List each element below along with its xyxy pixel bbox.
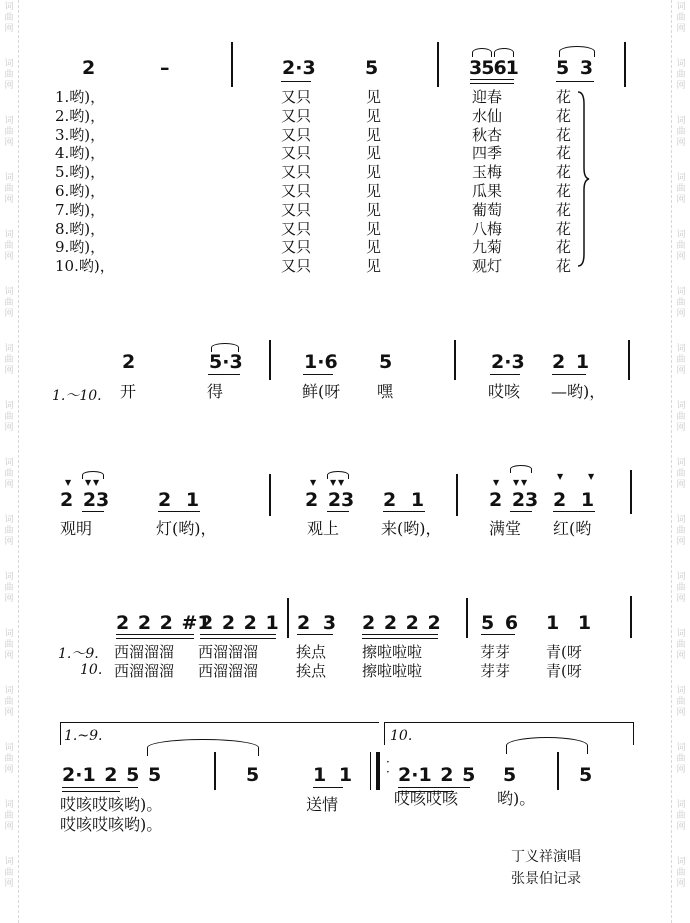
accent-mark: ▼ <box>513 478 520 487</box>
note: 2 23 <box>305 489 355 511</box>
watermark-text: 词 曲 网 <box>4 857 14 889</box>
accent-mark: ▼ <box>557 472 564 481</box>
flower-column <box>472 88 502 276</box>
note-dash: – <box>160 57 170 79</box>
underline <box>510 511 532 512</box>
watermark-text: 词 曲 网 <box>4 230 14 262</box>
verse-label: 1.～9. <box>58 646 99 662</box>
singer-credit: 丁义祥演唱 <box>511 849 581 865</box>
watermark-text: 词 曲 网 <box>676 458 686 490</box>
lyric: 花 <box>556 106 572 125</box>
accent-mark: ▼ <box>65 478 72 487</box>
lyric: 又只 <box>281 257 312 276</box>
watermark-text: 词 曲 网 <box>676 629 686 661</box>
barline <box>287 598 289 638</box>
underline <box>208 374 240 375</box>
lyric: 送情 <box>306 795 339 814</box>
lyric: 见 <box>366 219 382 238</box>
lyric: 见 <box>366 106 382 125</box>
lyric: 擦啦啦啦 <box>362 643 423 661</box>
watermark-text: 词 曲 网 <box>4 743 14 775</box>
accent-mark: ▼ <box>310 478 317 487</box>
underline <box>490 374 520 375</box>
lyric: 哎咳 <box>488 382 521 401</box>
lyric: 九菊 <box>472 238 503 257</box>
note-group: 3561 <box>469 57 518 79</box>
jian-column <box>366 88 381 276</box>
watermark-text: 词 曲 网 <box>4 344 14 376</box>
note: 5 <box>379 351 393 373</box>
watermark-text: 词 曲 网 <box>676 287 686 319</box>
underline <box>297 634 333 635</box>
ending-label: 1.~9. <box>64 728 103 744</box>
tie <box>147 739 259 756</box>
note: 2 2 2 2 <box>362 612 441 634</box>
lyric: 花 <box>556 163 572 182</box>
lyric: 青(呀 <box>546 643 582 661</box>
accent-mark: ▼ <box>588 472 595 481</box>
hua-column <box>556 88 571 276</box>
lyric: 又只 <box>281 238 312 257</box>
note: 2·3 <box>491 351 525 373</box>
lyric: 秋杏 <box>472 125 503 144</box>
lyric: 西溜溜溜 <box>198 662 259 680</box>
lyric: 来(哟)， <box>381 519 442 538</box>
lyric: 花 <box>556 257 572 276</box>
watermark-text: 词 曲 网 <box>4 515 14 547</box>
verse-numbers <box>55 88 115 276</box>
watermark-text: 词 曲 网 <box>4 629 14 661</box>
verse-item: 2.哟)， <box>55 106 106 125</box>
underline <box>470 79 514 80</box>
watermark-text: 词 曲 网 <box>676 344 686 376</box>
underline <box>62 791 120 792</box>
watermark-text: 词 曲 网 <box>676 2 686 34</box>
note: 2 23 <box>489 489 539 511</box>
lyric: 花 <box>556 125 572 144</box>
note: 2 1 <box>552 351 590 373</box>
slur <box>559 46 595 57</box>
slur <box>510 465 532 473</box>
lyric: 四季 <box>472 144 503 163</box>
lyric: 水仙 <box>472 106 503 125</box>
watermark-text: 词 曲 网 <box>4 401 14 433</box>
lyric: 又只 <box>281 181 312 200</box>
note: 5 <box>246 764 260 786</box>
watermark-text: 词 曲 网 <box>676 173 686 205</box>
verse-item: 9.哟)， <box>55 238 106 257</box>
note: 5 <box>579 764 593 786</box>
lyric: 花 <box>556 88 572 106</box>
note: 5 <box>365 57 379 79</box>
brace-icon <box>576 90 590 268</box>
watermark-text: 词 曲 网 <box>676 572 686 604</box>
underline <box>62 787 138 788</box>
lyric: 擦啦啦啦 <box>362 662 423 680</box>
lyric: 观灯 <box>472 257 503 276</box>
lyric: 青(呀 <box>546 662 582 680</box>
youzhi-column <box>281 88 311 276</box>
note-group: 5 3 <box>556 57 594 79</box>
lyric: 观上 <box>307 519 340 538</box>
barline <box>466 598 468 638</box>
lyric: 瓜果 <box>472 181 503 200</box>
accent-mark: ▼ <box>85 478 92 487</box>
lyric: 芽芽 <box>480 643 511 661</box>
watermark-strip-right <box>671 0 690 923</box>
note: 2 <box>82 57 96 79</box>
watermark-text: 词 曲 网 <box>676 515 686 547</box>
underline <box>313 787 343 788</box>
watermark-text: 词 曲 网 <box>676 800 686 832</box>
note: 2 3 <box>297 612 337 634</box>
note: 5 6 <box>481 612 519 634</box>
lyric: 芽芽 <box>480 662 511 680</box>
watermark-strip-left <box>0 0 19 923</box>
lyric: 观明 <box>60 519 93 538</box>
verse-item: 6.哟)， <box>55 181 106 200</box>
barline <box>454 340 456 380</box>
underline <box>383 511 425 512</box>
watermark-text: 词 曲 网 <box>4 287 14 319</box>
accent-mark: ▼ <box>93 478 100 487</box>
tie <box>506 737 588 754</box>
slur <box>211 343 239 352</box>
note: 2·1 2 5 5 <box>62 764 162 786</box>
watermark-text: 词 曲 网 <box>4 59 14 91</box>
lyric: 花 <box>556 219 572 238</box>
lyric: 又只 <box>281 125 312 144</box>
accent-mark: ▼ <box>330 478 337 487</box>
underline <box>116 634 194 635</box>
barline <box>557 752 559 790</box>
barline <box>231 42 233 87</box>
underline <box>200 634 276 635</box>
lyric: 哎咳哎咳 <box>394 789 459 808</box>
note: 2·1 2 5 <box>398 764 476 786</box>
lyric: 哟)。 <box>497 789 536 808</box>
lyric: 又只 <box>281 144 312 163</box>
barline <box>437 42 439 87</box>
lyric: 又只 <box>281 219 312 238</box>
verse-item: 8.哟)， <box>55 219 106 238</box>
lyric: 又只 <box>281 200 312 219</box>
watermark-text: 词 曲 网 <box>676 686 686 718</box>
barline <box>630 470 632 514</box>
note: 1·6 <box>304 351 338 373</box>
barline <box>630 596 632 638</box>
lyric: 玉梅 <box>472 163 503 182</box>
lyric: 哎咳哎咳哟)。 <box>60 795 163 814</box>
lyric: 见 <box>366 181 382 200</box>
verse-item: 3.哟)， <box>55 125 106 144</box>
verse-item: 10.哟)， <box>55 257 115 276</box>
accent-mark: ▼ <box>493 478 500 487</box>
lyric: 见 <box>366 200 382 219</box>
underline <box>158 511 200 512</box>
verse-label: 10. <box>80 662 103 678</box>
watermark-text: 词 曲 网 <box>676 857 686 889</box>
barline <box>214 752 216 790</box>
lyric: 迎春 <box>472 88 503 106</box>
underline <box>362 634 438 635</box>
underline <box>553 511 595 512</box>
verse-label: 1.～10. <box>52 388 102 404</box>
lyric: 又只 <box>281 163 312 182</box>
slur <box>327 471 349 479</box>
note: 5 <box>503 764 517 786</box>
verse-item: 1.哟)， <box>55 88 106 106</box>
watermark-text: 词 曲 网 <box>4 800 14 832</box>
lyric: 葡萄 <box>472 200 503 219</box>
repeat-barline <box>376 752 380 790</box>
note: 2 2 2 #1 <box>116 612 211 634</box>
underline <box>362 638 438 639</box>
watermark-text: 词 曲 网 <box>676 59 686 91</box>
lyric: 西溜溜溜 <box>198 643 259 661</box>
lyric: 得 <box>207 382 224 401</box>
lyric: 见 <box>366 257 382 276</box>
lyric: 见 <box>366 88 382 106</box>
slur <box>472 48 492 57</box>
repeat-barline <box>370 752 371 790</box>
lyric: 花 <box>556 238 572 257</box>
watermark-text: 词 曲 网 <box>4 2 14 34</box>
slur <box>82 471 104 479</box>
lyric: 西溜溜溜 <box>114 643 175 661</box>
watermark-text: 词 曲 网 <box>4 572 14 604</box>
lyric: 花 <box>556 181 572 200</box>
lyric: 西溜溜溜 <box>114 662 175 680</box>
lyric: 见 <box>366 144 382 163</box>
underline <box>552 374 586 375</box>
verse-item: 7.哟)， <box>55 200 106 219</box>
lyric: 挨点 <box>296 643 327 661</box>
underline <box>556 81 594 82</box>
note: 2 1 <box>383 489 425 511</box>
lyric: 哎咳哎咳哟)。 <box>60 815 163 834</box>
lyric: 鲜(呀 <box>302 382 341 401</box>
recorder-credit: 张景伯记录 <box>511 871 581 887</box>
lyric: 见 <box>366 125 382 144</box>
lyric: 又只 <box>281 88 312 106</box>
lyric: 花 <box>556 144 572 163</box>
repeat-dots: · · <box>386 755 390 779</box>
barline <box>269 340 271 380</box>
lyric: 嘿 <box>377 382 394 401</box>
watermark-text: 词 曲 网 <box>4 686 14 718</box>
lyric: 红(哟 <box>553 519 592 538</box>
watermark-text: 词 曲 网 <box>4 116 14 148</box>
watermark-text: 词 曲 网 <box>676 743 686 775</box>
underline <box>303 374 333 375</box>
note: 2 1 <box>553 489 595 511</box>
underline <box>327 511 349 512</box>
ending-label: 10. <box>390 728 413 744</box>
lyric: 满堂 <box>489 519 522 538</box>
underline <box>281 81 311 82</box>
watermark-text: 词 曲 网 <box>676 230 686 262</box>
watermark-text: 词 曲 网 <box>4 458 14 490</box>
barline <box>624 42 626 87</box>
lyric: 见 <box>366 163 382 182</box>
underline <box>116 638 194 639</box>
lyric: —哟)， <box>551 382 606 401</box>
accent-mark: ▼ <box>338 478 345 487</box>
lyric: 又只 <box>281 106 312 125</box>
watermark-text: 词 曲 网 <box>676 116 686 148</box>
verse-item: 5.哟)， <box>55 163 106 182</box>
note: 2·3 <box>282 57 316 79</box>
slur <box>494 48 514 57</box>
note: 1 1 <box>313 764 353 786</box>
underline <box>470 83 514 84</box>
note: 2 2 2 1 <box>200 612 279 634</box>
lyric: 八梅 <box>472 219 503 238</box>
lyric: 灯(哟)， <box>156 519 217 538</box>
note: 2 23 <box>60 489 110 511</box>
lyric: 开 <box>120 382 137 401</box>
underline <box>481 634 515 635</box>
underline <box>200 638 276 639</box>
lyric: 挨点 <box>296 662 327 680</box>
watermark-text: 词 曲 网 <box>676 401 686 433</box>
verse-item: 4.哟)， <box>55 144 106 163</box>
barline <box>628 340 630 380</box>
accent-mark: ▼ <box>521 478 528 487</box>
note: 2 1 <box>158 489 200 511</box>
lyric: 花 <box>556 200 572 219</box>
barline <box>269 474 271 516</box>
note: 1 1 <box>546 612 592 634</box>
watermark-text: 词 曲 网 <box>4 173 14 205</box>
underline <box>398 787 470 788</box>
note: 2 <box>122 351 136 373</box>
note: 5·3 <box>209 351 243 373</box>
lyric: 见 <box>366 238 382 257</box>
barline <box>456 474 458 516</box>
underline <box>82 511 104 512</box>
